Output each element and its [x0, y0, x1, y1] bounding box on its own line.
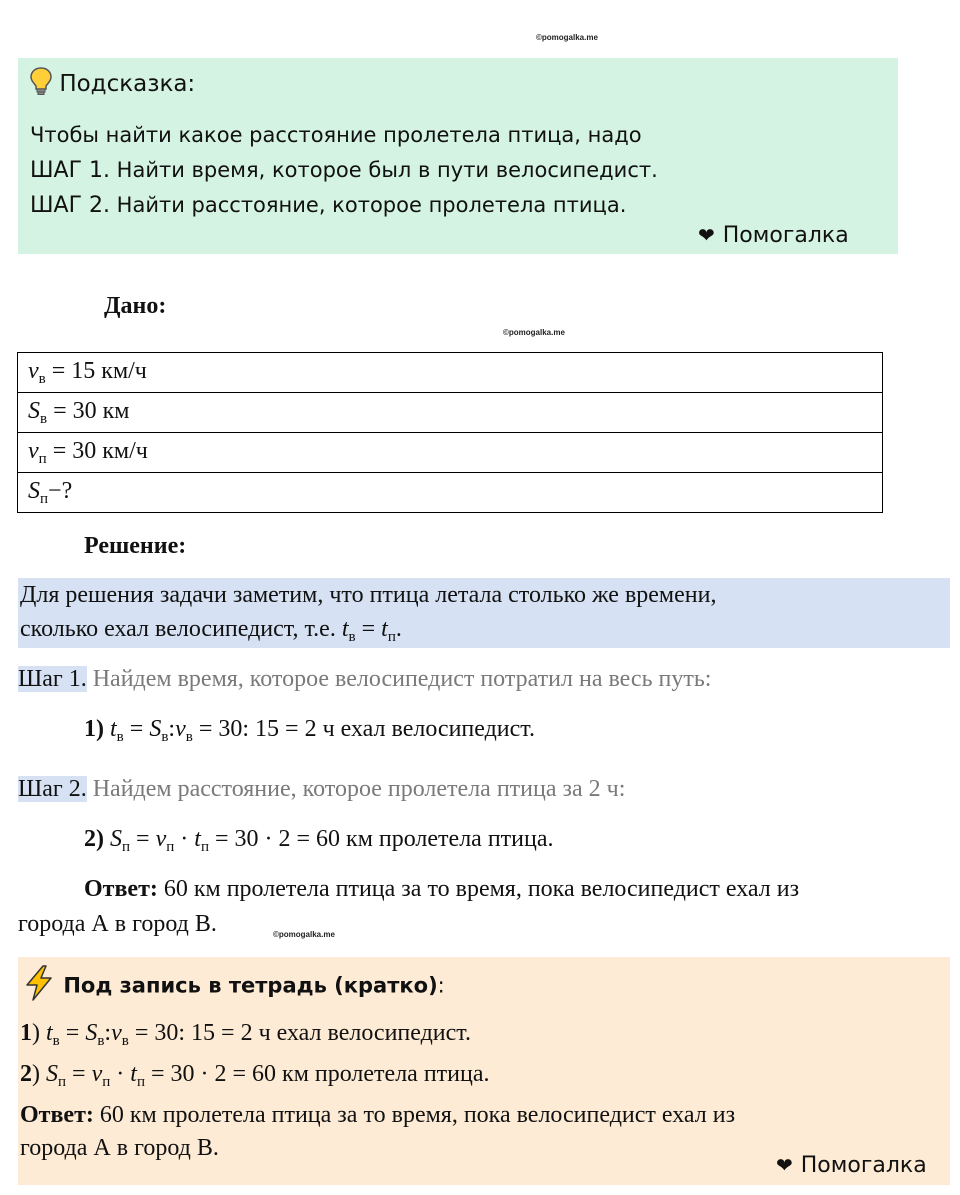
- given-row: $S_п-$?: [18, 473, 883, 513]
- watermark: ©pomogalka.me: [536, 33, 598, 42]
- solution-intro-line1: Для решения задачи заметим, что птица летала столько же времени,: [20, 582, 717, 608]
- lightning-icon: [22, 965, 56, 1006]
- hint-box: [18, 58, 898, 254]
- solution-title: Решение:: [84, 533, 187, 559]
- watermark: ©pomogalka.me: [273, 930, 335, 939]
- given-row: $v_в = 15$ км/ч: [18, 353, 883, 393]
- lightbulb-icon: [30, 66, 52, 102]
- given-row: $S_в = 30$ км: [18, 393, 883, 433]
- hint-title-text: Подсказка:: [59, 71, 196, 97]
- heart-icon: ❤: [698, 223, 715, 247]
- hint-title: [30, 66, 195, 102]
- solution-intro-box: [18, 578, 950, 648]
- solution-intro-line2: сколько ехал велосипедист, т.е. $t_в = t_п$.: [20, 616, 402, 645]
- hint-step2: ШАГ 2. Найти расстояние, которое пролетела птица.: [30, 193, 627, 218]
- hint-brand: ❤ Помогалка: [698, 223, 849, 248]
- given-row: $v_п = 30$ км/ч: [18, 433, 883, 473]
- given-table: [17, 352, 883, 513]
- notebook-line1: 1) $t_в$ = $S_в:v_в = 30$: 15 = 2 ч ехал велосипедист.: [20, 1020, 471, 1049]
- hint-step1: ШАГ 1. Найти время, которое был в пути велосипедист.: [30, 158, 658, 183]
- notebook-box: [18, 957, 950, 1185]
- notebook-answer: Ответ: 60 км пролетела птица за то время, пока велосипедист ехал из: [20, 1102, 736, 1128]
- watermark: ©pomogalka.me: [503, 328, 565, 337]
- step1-formula: 1) $t_в$ = $S_в:v_в = 30$: 15 = 2 ч ехал велосипедист.: [84, 716, 535, 745]
- step2-formula: 2) $S_п = v_п \cdot t_п = 30 \cdot 2 = 60$ км пролетела птица.: [84, 826, 554, 855]
- notebook-brand: ❤ Помогалка: [776, 1153, 927, 1178]
- notebook-answer2: города А в город В.: [20, 1135, 219, 1161]
- answer-line2: города А в город В.: [18, 911, 217, 937]
- answer-line1: Ответ: 60 км пролетела птица за то время, пока велосипедист ехал из: [84, 876, 800, 902]
- notebook-title: Под запись в тетрадь (кратко):: [22, 965, 445, 1006]
- hint-line1: Чтобы найти какое расстояние пролетела птица, надо: [30, 123, 642, 147]
- hint-text: [30, 118, 658, 223]
- given-title: Дано:: [104, 293, 167, 319]
- step1-heading: Шаг 1. Найдем время, которое велосипедист потратил на весь путь:: [18, 666, 712, 692]
- notebook-body: [20, 1017, 735, 1165]
- notebook-line2: 2) $S_п = v_п \cdot t_п = 30 \cdot 2 = 60$ км пролетела птица.: [20, 1061, 490, 1090]
- step2-heading: Шаг 2. Найдем расстояние, которое пролетела птица за 2 ч:: [18, 776, 626, 802]
- heart-icon: ❤: [776, 1153, 793, 1177]
